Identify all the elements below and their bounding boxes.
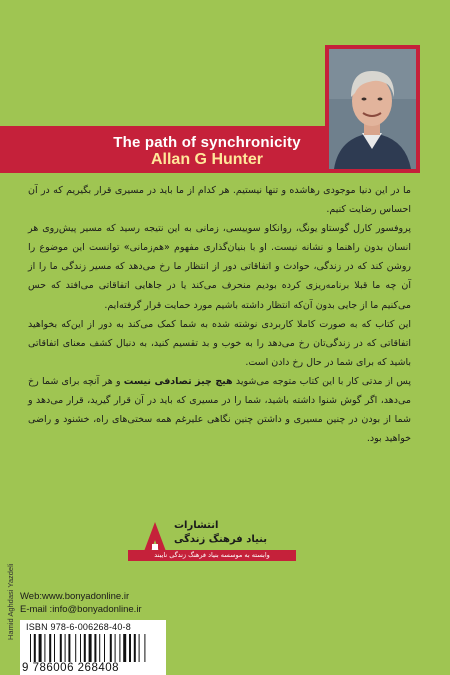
text-line: بگیریم که در آن احساس رضایت کنیم. <box>28 185 411 216</box>
text-line: چنین نگاهی علیرغم همه سختی‌های راه، خشنود و راضی خواهید بود. <box>28 414 411 445</box>
author-photo <box>329 49 416 169</box>
text-line: «هم‌زمانی» توانست این موضوع را روشن کند که در زندگی، حوادث و اتفاقاتی <box>28 242 411 273</box>
publisher-website: Web:www.bonyadonline.ir <box>20 591 130 602</box>
text-line: مسیر پیش‌روی هر انسان بدون راهنما و نشانه نیست. او با بنیان‌گذاری مفهوم <box>28 223 411 254</box>
text-line: دور از انتظار ما رخ می‌دهد که مسیر زندگی ما را از آن چه ما قبلا برنامه‌ریزی کرده <box>28 261 411 292</box>
blurb-paragraph <box>28 181 411 219</box>
publisher-name-line1: انتشارات <box>174 520 219 531</box>
bold-phrase: هیچ چیز تصادفی نیست <box>123 375 233 387</box>
text-line: که باید در آن قرار گیرید، قرار می‌دهد و شما از بودن در چنین مسیری و داشتن <box>28 395 411 426</box>
blurb-paragraph <box>28 219 411 314</box>
text-line: جایی بدون آن‌که انتظار داشته باشیم مورد حمایت قرار گرفته‌ایم. <box>104 299 358 311</box>
text-line: کنید، به دنبال کشف معنای اتفاقاتی باشید که برای شما در حال رخ دادن است. <box>28 337 411 368</box>
text-line: این کتاب که به صورت کاملا کاربردی نوشته شده به شما کمک می‌کند به دور <box>98 318 411 330</box>
publisher-tagline: وابسته به موسسه بنیاد فرهنگ زندگی نایبند <box>128 550 296 561</box>
isbn-label: ISBN 978-6-006268-40-8 <box>26 622 131 632</box>
barcode-graphic <box>30 634 164 662</box>
blurb-paragraph <box>28 315 411 372</box>
publisher-email: E-mail :info@bonyadonline.ir <box>20 604 142 615</box>
author-photo-frame <box>325 45 420 173</box>
english-title: The path of synchronicity <box>113 134 301 151</box>
text-line: پروفسور کارل گوستاو یونگ، روانکاو سوییسی، زمانی به این نتیجه رسید که <box>106 223 411 235</box>
text-line: از این‌که بخواهید اتفاقاتی که در زندگی‌تان رخ می‌دهد را به خوب و بد تقسیم <box>28 318 411 349</box>
author-name: Allan G Hunter <box>150 151 263 168</box>
blurb-paragraph <box>28 372 411 448</box>
text-line: ما در این دنیا موجودی رهاشده و تنها نیستیم. هر کدام از ما باید در مسیری قرار <box>94 185 411 196</box>
designer-credit: Hamid Aghdasi Yazdeli <box>6 563 15 640</box>
text-line: پس از مدتی کار با این کتاب متوجه می‌شوید <box>235 375 411 387</box>
text-line: و هر آنچه برای شما رخ می‌دهد، اگر گوش شنوا داشته باشید، شما را در مسیری <box>28 375 411 407</box>
blurb-text <box>28 181 411 448</box>
publisher-name-line2: بنیاد فرهنگ زندگی <box>174 534 268 545</box>
text-line: بودیم منحرف می‌کند یا در جاهایی اتفاقاتی می‌افتد که حس می‌کنیم ما از <box>28 280 411 311</box>
barcode-digits: 9 786006 268408 <box>22 662 120 674</box>
